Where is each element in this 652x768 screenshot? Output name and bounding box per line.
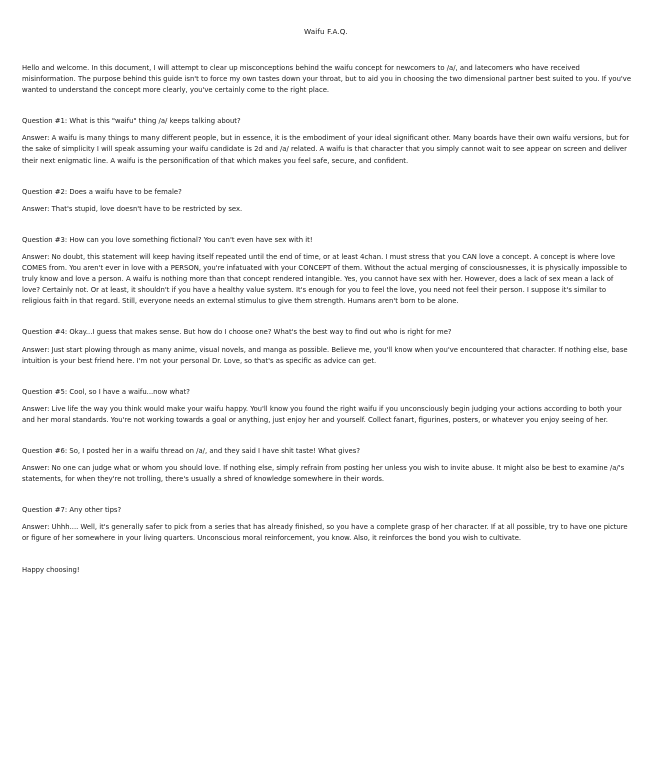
answer-text: Answer: That's stupid, love doesn't have to be restricted by sex. bbox=[22, 204, 243, 213]
answer-text: Answer: Just start plowing through as many anime, visual novels, and manga as possible. Believe me, you'll know when you've encountered that character. If nothing else, base intuition is your best friend here. I'm not your personal Dr. Love, so that's as specific as advice can get. bbox=[22, 345, 628, 365]
document-title: Waifu F.A.Q. bbox=[304, 27, 348, 36]
closing-line: Happy choosing! bbox=[22, 565, 80, 574]
qa-item bbox=[22, 505, 632, 544]
answer-text: Answer: No doubt, this statement will keep having itself repeated until the end of time, or at least 4chan. I must stress that you CAN love a concept. A concept is where love COMES from. You aren't ever in love with a PERSON, you're infatuated with your CONCEPT of them. Without the actual merging of consciousnesses, it is physically impossible to truly know and love a person. A waifu is nothing more than that concept rendered intangible. Yes, you cannot have sex with her. However, does a lack of sex mean a lack of love? Certainly not. Or at least, it shouldn't if you have a healthy value system. It's enough for you to feel the love, you need not feel their person. I suppose it's similar to religious faith in that regard. Still, everyone needs an external stimulus to give them strength. Humans aren't born to be alone. bbox=[22, 252, 627, 306]
question-text: Question #6: So, I posted her in a waifu thread on /a/, and they said I have shit taste! What gives? bbox=[22, 446, 360, 455]
qa-item bbox=[22, 116, 632, 166]
answer-text: Answer: No one can judge what or whom you should love. If nothing else, simply refrain from posting her unless you wish to invite abuse. It might also be best to examine /a/'s statements, for when they're not trolling, there's usually a shred of knowledge somewhere in their words. bbox=[22, 464, 625, 484]
document-body bbox=[22, 63, 632, 576]
question-text: Question #5: Cool, so I have a waifu...now what? bbox=[22, 387, 190, 396]
answer-text: Answer: A waifu is many things to many different people, but in essence, it is the embodiment of your ideal significant other. Many boards have their own waifu versions, but for the sake of simplicity I will speak assuming your waifu candidate is 2d and /a/ related. A waifu is that character that you simply cannot wait to see appear on screen and deliver their next enigmatic line. A waifu is the personification of that which makes you feel safe, secure, and confident. bbox=[22, 134, 630, 165]
qa-item bbox=[22, 387, 632, 426]
question-text: Question #1: What is this "waifu" thing /a/ keeps talking about? bbox=[22, 117, 241, 126]
qa-item bbox=[22, 327, 632, 366]
answer-text: Answer: Uhhh.... Well, it's generally safer to pick from a series that has already finished, so you have a complete grasp of her character. If at all possible, try to have one picture or figure of her somewhere in your living quarters. Unconscious moral reinforcement, you know. Also, it reinforces the bond you wish to cultivate. bbox=[22, 523, 628, 543]
qa-item bbox=[22, 446, 632, 485]
question-text: Question #4: Okay...I guess that makes sense. But how do I choose one? What's the best way to find out who is right for me? bbox=[22, 328, 452, 337]
qa-item bbox=[22, 187, 632, 215]
answer-text: Answer: Live life the way you think would make your waifu happy. You'll know you found the right waifu if you unconsciously begin judging your actions according to both your and her moral standards. You're not working towards a goal or anything, just enjoy her and yourself. Collect fanart, figurines, posters, or whatever you enjoy seeing of her. bbox=[22, 404, 622, 424]
intro-paragraph: Hello and welcome. In this document, I will attempt to clear up misconceptions behind the waifu concept for newcomers to /a/, and latecomers who have received misinformation. The purpose behind this guide isn't to force my own tastes down your throat, but to aid you in choosing the two dimensional partner best suited to you. If you've wanted to understand the concept more clearly, you've certainly come to the right place. bbox=[22, 64, 632, 95]
qa-item bbox=[22, 235, 632, 308]
question-text: Question #2: Does a waifu have to be female? bbox=[22, 187, 182, 196]
question-text: Question #3: How can you love something fictional? You can't even have sex with it! bbox=[22, 235, 313, 244]
question-text: Question #7: Any other tips? bbox=[22, 506, 122, 515]
